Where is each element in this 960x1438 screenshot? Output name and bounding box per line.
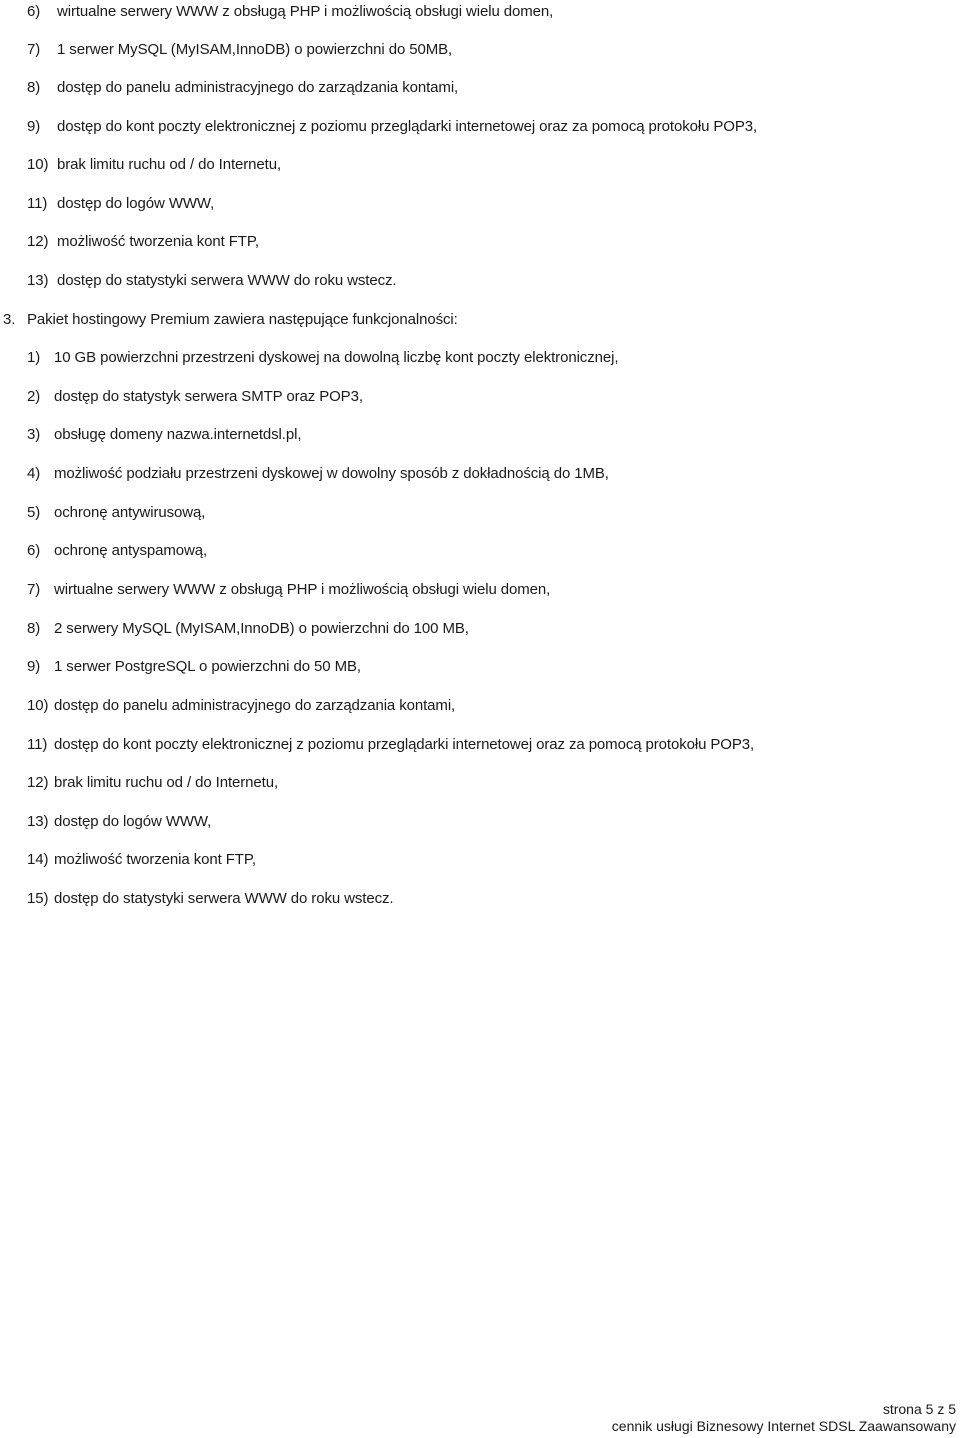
list-item [27, 232, 259, 252]
item-text: wirtualne serwery WWW z obsługą PHP i możliwością obsługi wielu domen, [54, 581, 551, 598]
item-number: 12) [27, 774, 49, 791]
item-number: 12) [27, 233, 49, 250]
item-text: dostęp do kont poczty elektronicznej z poziomu przeglądarki internetowej oraz za pomocą protokołu POP3, [57, 118, 758, 135]
item-text: dostęp do statystyki serwera WWW do roku wstecz. [54, 890, 394, 907]
item-number: 7) [27, 581, 41, 598]
item-text: możliwość tworzenia kont FTP, [57, 233, 259, 250]
list-item [27, 194, 214, 214]
item-text: możliwość tworzenia kont FTP, [54, 851, 256, 868]
item-number: 2) [27, 388, 41, 405]
item-number: 8) [27, 620, 41, 637]
item-text: brak limitu ruchu od / do Internetu, [54, 774, 279, 791]
item-text: wirtualne serwery WWW z obsługą PHP i możliwością obsługi wielu domen, [57, 3, 554, 20]
list-item [27, 541, 207, 561]
item-text: brak limitu ruchu od / do Internetu, [57, 156, 282, 173]
section-number: 3. [3, 311, 16, 328]
list-item [27, 155, 281, 175]
item-text: 1 serwer PostgreSQL o powierzchni do 50 MB, [54, 658, 361, 675]
item-number: 8) [27, 79, 41, 96]
item-number: 4) [27, 465, 41, 482]
page-number: strona 5 z 5 [882, 1401, 956, 1417]
item-text: 10 GB powierzchni przestrzeni dyskowej na dowolną liczbę kont poczty elektronicznej, [54, 349, 619, 366]
list-item [27, 78, 458, 98]
list-item [27, 2, 553, 22]
item-text: dostęp do statystyk serwera SMTP oraz POP3, [54, 388, 363, 405]
item-number: 13) [27, 272, 49, 289]
item-text: dostęp do panelu administracyjnego do zarządzania kontami, [54, 697, 456, 714]
list-item [27, 40, 452, 60]
list-item [27, 812, 211, 832]
section-heading-text: Pakiet hostingowy Premium zawiera następujące funkcjonalności: [27, 311, 458, 328]
item-number: 14) [27, 851, 49, 868]
item-number: 9) [27, 118, 41, 135]
list-item [27, 619, 469, 639]
item-number: 15) [27, 890, 49, 907]
item-text: dostęp do statystyki serwera WWW do roku wstecz. [57, 272, 397, 289]
list-item [27, 425, 301, 445]
list-item [27, 735, 754, 755]
list-item [27, 271, 396, 291]
item-number: 10) [27, 156, 49, 173]
list-item [27, 503, 205, 523]
item-text: ochronę antywirusową, [54, 504, 206, 521]
document-title: cennik usługi Biznesowy Internet SDSL Zaawansowany [611, 1418, 956, 1434]
item-number: 3) [27, 426, 41, 443]
list-item [27, 773, 278, 793]
item-text: dostęp do logów WWW, [57, 195, 215, 212]
item-number: 7) [27, 41, 41, 58]
item-number: 6) [27, 542, 41, 559]
list-item [27, 696, 455, 716]
item-text: obsługę domeny nazwa.internetdsl.pl, [54, 426, 302, 443]
item-number: 1) [27, 349, 41, 366]
list-item [27, 850, 256, 870]
item-text: dostęp do logów WWW, [54, 813, 212, 830]
list-item [27, 580, 550, 600]
item-text: dostęp do kont poczty elektronicznej z poziomu przeglądarki internetowej oraz za pomocą protokołu POP3, [54, 736, 755, 753]
item-number: 5) [27, 504, 41, 521]
item-number: 10) [27, 697, 49, 714]
section-heading [3, 310, 458, 330]
list-item [27, 387, 363, 407]
item-number: 13) [27, 813, 49, 830]
item-text: 1 serwer MySQL (MyISAM,InnoDB) o powierzchni do 50MB, [57, 41, 453, 58]
item-number: 9) [27, 658, 41, 675]
list-item [27, 117, 757, 137]
item-text: możliwość podziału przestrzeni dyskowej w dowolny sposób z dokładnością do 1MB, [54, 465, 609, 482]
item-number: 6) [27, 3, 41, 20]
list-item [27, 464, 609, 484]
list-item [27, 348, 618, 368]
list-item [27, 889, 393, 909]
item-number: 11) [27, 195, 48, 212]
item-number: 11) [27, 736, 48, 753]
list-item [27, 657, 361, 677]
item-text: dostęp do panelu administracyjnego do zarządzania kontami, [57, 79, 459, 96]
item-text: 2 serwery MySQL (MyISAM,InnoDB) o powierzchni do 100 MB, [54, 620, 469, 637]
item-text: ochronę antyspamową, [54, 542, 208, 559]
